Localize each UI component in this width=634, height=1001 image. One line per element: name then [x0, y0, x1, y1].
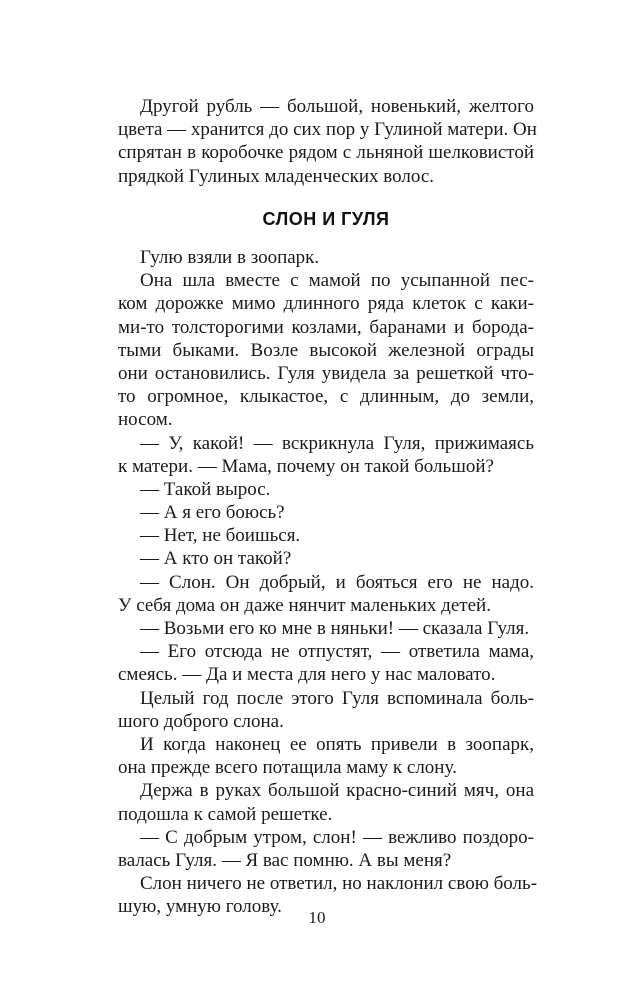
text-line: — А я его боюсь? — [140, 502, 285, 524]
text-line: Слон ничего не ответил, но наклонил свою боль- — [140, 873, 538, 895]
text-line: шого доброго слона. — [118, 710, 284, 732]
text-line: Другой рубль — большой, новенький, желтого — [140, 96, 534, 117]
text-line: ком дорожке мимо длинного ряда клеток с каки- — [118, 293, 534, 315]
text-line: Она шла вместе с мамой по усыпанной пес- — [140, 270, 534, 292]
text-line: — Возьми его ко мне в няньки! — сказала Гуля. — [140, 618, 530, 639]
text-line: Держа в руках большой красно-синий мяч, она — [140, 780, 534, 802]
text-line: Гулю взяли в зоопарк. — [140, 247, 320, 268]
text-line: тыми быками. Возле высокой железной ограды — [118, 339, 534, 361]
text-line: валась Гуля. — Я вас помню. А вы меня? — [118, 849, 452, 871]
text-line: — Его отсюда не отпустят, — ответила мама, — [140, 641, 534, 663]
text-line: — У, какой! — вскрикнула Гуля, прижимаясь — [140, 432, 534, 454]
text-line: они остановились. Гуля увидела за решеткой что- — [118, 362, 534, 384]
text-line: — Такой вырос. — [140, 478, 271, 500]
text-line: ми-то толсторогими козлами, баранами и борода- — [118, 316, 534, 338]
text-line: — А кто он такой? — [140, 548, 292, 570]
text-line: носом. — [118, 409, 173, 431]
page-number: 10 — [308, 908, 326, 927]
text-line: У себя дома он даже нянчит маленьких детей. — [118, 594, 491, 616]
story-title: СЛОН И ГУЛЯ — [262, 209, 390, 229]
text-line: — Нет, не боишься. — [140, 525, 301, 547]
intro-paragraph — [118, 95, 537, 188]
text-line: прядкой Гулиных младенческих волос. — [118, 165, 434, 187]
text-line: то огромное, клыкастое, с длинным, до земли, — [118, 386, 534, 408]
text-line: И когда наконец ее опять привели в зоопарк, — [140, 733, 534, 755]
text-line: Целый год после этого Гуля вспоминала боль- — [140, 687, 534, 709]
text-line: к матери. — Мама, почему он такой большой? — [118, 455, 494, 477]
text-line: — С добрым утром, слон! — вежливо поздоро- — [140, 826, 534, 848]
text-line: шую, умную голову. — [118, 896, 282, 918]
text-line: подошла к самой решетке. — [118, 803, 333, 825]
text-line: — Слон. Он добрый, и бояться его не надо. — [140, 571, 534, 593]
text-line: цвета — хранится до сих пор у Гулиной матери. Он — [118, 119, 537, 141]
text-line: смеясь. — Да и места для него у нас маловато. — [118, 664, 496, 686]
text-line: спрятан в коробочке рядом с льняной шелковистой — [118, 142, 534, 164]
text-line: она прежде всего потащила маму к слону. — [118, 757, 457, 779]
story-text — [118, 246, 538, 918]
